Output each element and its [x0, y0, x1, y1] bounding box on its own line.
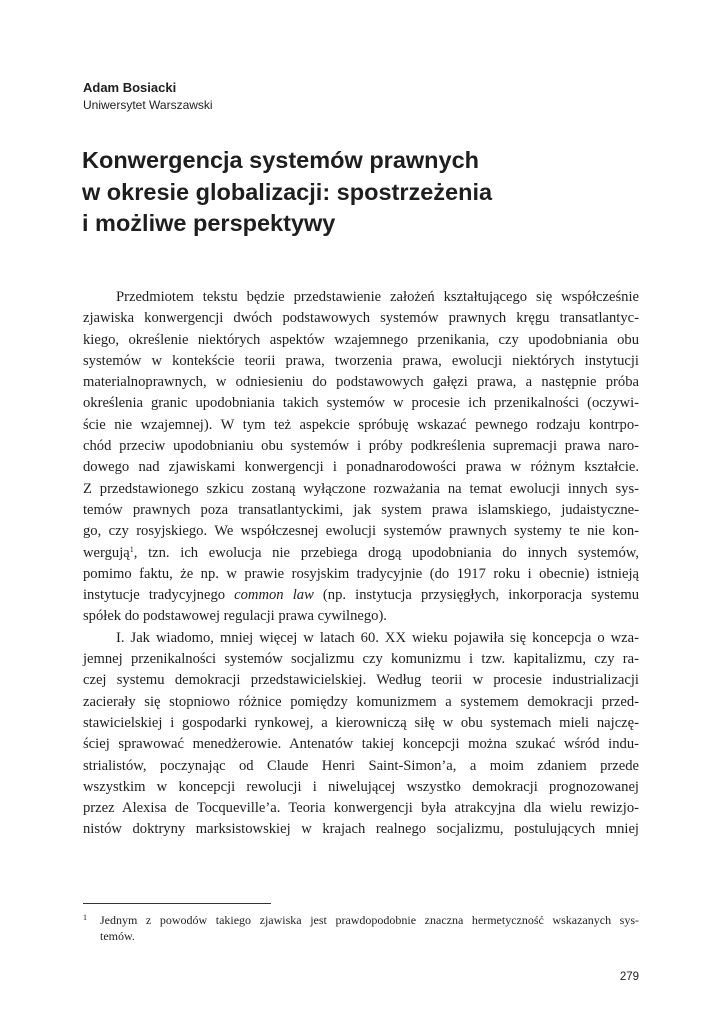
body-line: czej systemu demokracji przedstawicielskiej. Według teorii w procesie industrializacji — [83, 672, 639, 689]
page-number: 279 — [619, 971, 639, 983]
italic-term: common law — [234, 587, 314, 604]
title-line: w okresie globalizacji: spostrzeżenia — [82, 178, 493, 205]
body-line: nistów doktryny marksistowskiej w krajach realnego socjalizmu, postulujących mniej — [83, 821, 639, 838]
article-body — [83, 287, 639, 841]
body-line: ście nie wzajemnej). W tym też aspekcie spróbuję wskazać pewnego rodzaju kontrpo- — [83, 416, 639, 433]
body-line: pomimo faktu, że np. w prawie rosyjskim tradycyjnie (do 1917 roku i obecnie) istnieją — [83, 565, 639, 582]
body-line: wszystkim w koncepcji rewolucji i niwelującej wszystko demokracji prognozowanej — [83, 778, 639, 795]
footnote — [83, 912, 639, 944]
body-line: chód przeciw upodobnianiu obu systemów i próby podkreślenia supremacji prawa naro- — [83, 438, 639, 455]
body-text-fragment: wergują — [83, 544, 130, 561]
body-line: spółek do podstawowej regulacji prawa cywilnego). — [83, 608, 387, 625]
author-block — [83, 80, 213, 113]
body-line: stawicielskiej i gospodarki rynkowej, a kierowniczą siłę w obu systemach mieli najczę- — [83, 714, 639, 731]
body-line — [83, 543, 639, 564]
body-line: dowego nad zjawiskami konwergencji i ponadnarodowości prawa w różnym kształcie. — [83, 459, 639, 476]
body-line: I. Jak wiadomo, mniej więcej w latach 60. XX wieku pojawiła się koncepcja o wza- — [116, 629, 639, 646]
footnote-mark: 1 — [83, 913, 87, 922]
body-line: systemów w kontekście teorii prawa, tworzenia prawa, ewolucji niektórych instytucji — [83, 352, 639, 369]
body-text-fragment: , tzn. ich ewolucja nie przebiega drogą upodobniania do innych systemów, — [133, 544, 639, 561]
title-line: Konwergencja systemów prawnych — [82, 147, 480, 173]
body-line: zjawiska konwergencji dwóch podstawowych systemów prawnych kręgu transatlantyc- — [83, 310, 639, 327]
body-line: Przedmiotem tekstu będzie przedstawienie założeń kształtującego się współcześnie — [116, 289, 639, 305]
body-text-fragment: instytucje tradycyjnego — [83, 587, 235, 604]
body-line: przez Alexisa de Tocqueville’a. Teoria konwergencji była atrakcyjna dla wielu rewizjo- — [83, 800, 639, 817]
footnote-line: Jednym z powodów takiego zjawiska jest prawdopodobnie znaczna hermetyczność wskazanych sys- — [100, 913, 639, 927]
body-line: Z przedstawionego szkicu zostaną wyłączone rozważania na temat ewolucji innych sys- — [83, 480, 639, 497]
footnote-reference: 1 — [129, 544, 134, 554]
body-line: jemnej przenikalności systemów socjalizmu czy komunizmu i tzw. kapitalizmu, czy ra- — [83, 651, 639, 668]
body-text-fragment: (np. instytucja przysięgłych, inkorporacja systemu — [313, 587, 639, 604]
body-line: materialnoprawnych, w odniesieniu do podstawowych gałęzi prawa, a następnie próba — [83, 374, 639, 391]
footnote-divider — [83, 903, 271, 904]
article-title — [82, 145, 642, 240]
footnote-line: temów. — [100, 929, 135, 943]
author-affiliation: Uniwersytet Warszawski — [83, 98, 213, 112]
body-line: ściej sprawować menedżerowie. Antenatów takiej koncepcji można szukać wśród indu- — [83, 736, 639, 753]
body-line: temów prawnych poza transatlantyckimi, jak system prawa islamskiego, judaistyczne- — [83, 501, 639, 518]
title-line: i możliwe perspektywy — [82, 210, 336, 236]
author-name: Adam Bosiacki — [83, 80, 177, 95]
body-line — [83, 585, 639, 606]
body-line: go, czy rosyjskiego. We współczesnej ewolucji systemów prawnych systemy te nie kon- — [83, 523, 639, 540]
body-line: strialistów, poczynając od Claude Henri Saint-Simon’a, a moim zdaniem przede — [83, 757, 639, 774]
body-line: kiego, określenie niektórych aspektów wzajemnego przenikania, czy upodobniania obu — [83, 331, 639, 348]
body-line: zacierały się stopniowo różnice pomiędzy komunizmem a systemem demokracji przed- — [83, 693, 639, 710]
body-line: określenia granic upodobniania takich systemów w procesie ich przenikalności (oczywi- — [83, 395, 639, 412]
